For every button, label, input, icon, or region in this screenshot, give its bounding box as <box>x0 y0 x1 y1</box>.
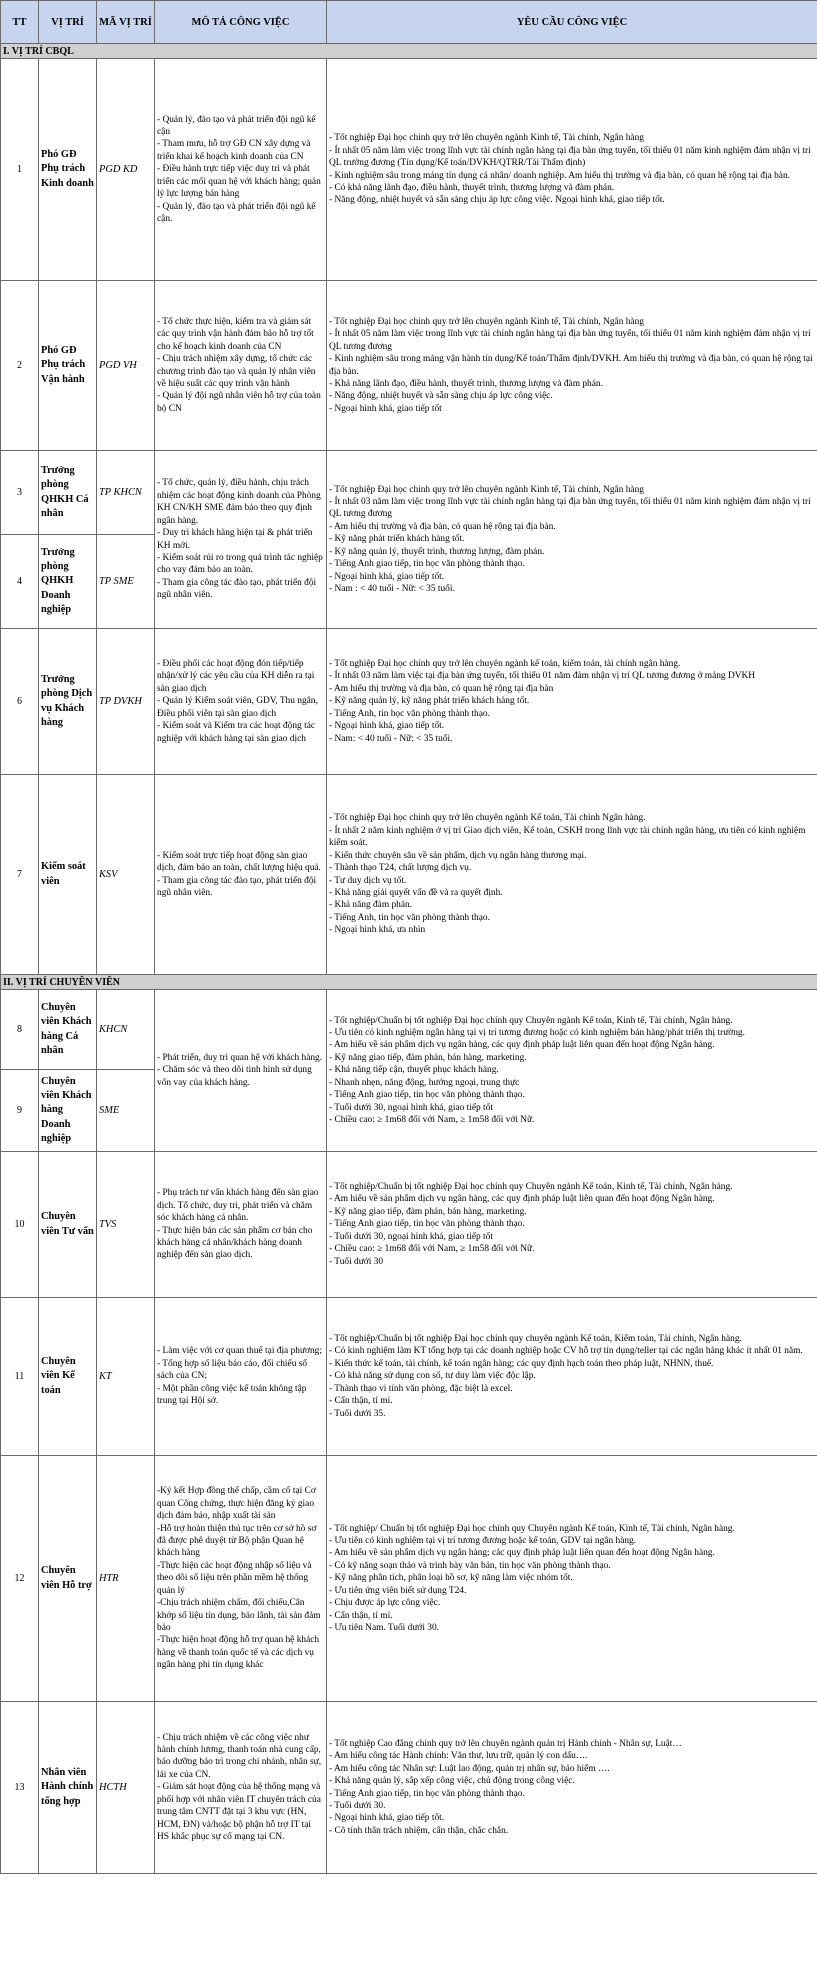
req-line: - Tốt nghiệp/ Chuẩn bị tốt nghiệp Đại học chính quy Chuyên ngành Kế toán, Kinh tế, Tài chính, Ngân hàng. <box>329 1523 735 1534</box>
req-line: - Cẩn thận, tỉ mỉ. <box>329 1610 393 1621</box>
desc-line: - Tham gia công tác đào tạo, phát triển đội ngũ nhân viên. <box>157 577 317 601</box>
req-line: - Khả năng lãnh đạo, điều hành, thuyết trình, thương lượng và đàm phán. <box>329 378 603 389</box>
row-position: Chuyên viên Kế toán <box>39 1298 97 1456</box>
desc-line: - Quản lý Kiểm soát viên, GDV, Thu ngân, Điều phối viên tại sàn giao dịch <box>157 696 318 719</box>
row-position: Trưởng phòng QHKH Doanh nghiệp <box>39 535 97 629</box>
row-description <box>155 281 327 451</box>
desc-line: - Giám sát hoạt động của hệ thống mạng và phối hợp với nhân viên IT chuyên trách của trung tâm CNTT đặt tại 3 khu vực (HN, HCM, ĐN) và/hoặc bộ phận hỗ trợ IT tại HS khắc phục sự cố mạng tại CN. <box>157 1782 321 1842</box>
req-line: - Cẩn thận, tỉ mỉ. <box>329 1396 393 1407</box>
row-position: Trưởng phòng QHKH Cá nhân <box>39 451 97 535</box>
req-line: - Ưu tiên có kinh nghiệm tại vị trí tương đương hoặc kế toán, GDV tại ngân hàng. <box>329 1536 637 1547</box>
req-line: - Khả năng giải quyết vấn đề và ra quyết định. <box>329 887 503 898</box>
header-requirements: YÊU CẦU CÔNG VIỆC <box>327 1 817 44</box>
req-line: - Tốt nghiệp Đại học chính quy trở lên chuyên ngành Kinh tế, Tài chính, Ngân hàng <box>329 316 644 327</box>
req-line: - Có khả năng sử dụng con số, tư duy làm việc độc lập. <box>329 1371 536 1382</box>
req-line: - Thành thạo vi tính văn phòng, đặc biệt là excel. <box>329 1383 513 1394</box>
desc-line: - Phát triển, duy trì quan hệ với khách hàng. <box>157 1052 323 1063</box>
row-position: Chuyên viên Tư vấn <box>39 1152 97 1298</box>
req-line: - Tuổi dưới 30. <box>329 1800 386 1811</box>
desc-line: - Tham mưu, hỗ trợ GĐ CN xây dựng và triển khai kế hoạch kinh doanh của CN <box>157 139 311 162</box>
row-position: Phó GĐ Phụ trách Vận hành <box>39 281 97 451</box>
req-line: - Tư duy dịch vụ tốt. <box>329 875 407 886</box>
section-row <box>1 44 817 59</box>
row-description <box>155 990 327 1152</box>
desc-line: - Quản lý, đào tạo và phát triển đội ngũ kế cận. <box>157 201 316 224</box>
row-tt: 3 <box>1 451 39 535</box>
req-line: - Tiếng Anh, tin học văn phòng thành thạo. <box>329 708 490 719</box>
req-line: - Am hiểu về sản phẩm dịch vụ ngân hàng; các quy định pháp luật liên quan đến hoạt động Ngân hàng. <box>329 1548 715 1559</box>
req-line: - Tiếng Anh giao tiếp, tin học văn phòng thành thạo. <box>329 559 525 570</box>
req-line: - Kỹ năng phát triển khách hàng tốt. <box>329 534 465 545</box>
desc-line: - Tổ chức, quản lý, điều hành, chịu trách nhiệm các hoạt động kinh doanh của Phòng KH CN/KH SME đảm bảo theo quy định ngân hàng. <box>157 478 321 526</box>
desc-line: -Chịu trách nhiệm chấm, đối chiếu,Cân khớp số liệu tín dụng, bảo lãnh, tài sản đảm bảo <box>157 1598 321 1633</box>
desc-line: - Điều hành trực tiếp việc duy trì và phát triển các mối quan hệ với khách hàng; quản lý lực lượng bán hàng <box>157 164 321 200</box>
desc-line: - Phụ trách tư vấn khách hàng đến sàn giao dịch. Tổ chức, duy trì, phát triển và chăm sóc khách hàng cá nhân. <box>157 1188 319 1224</box>
req-line: - Nam : < 40 tuổi - Nữ: < 35 tuổi. <box>329 583 455 594</box>
desc-line: - Kiểm soát trực tiếp hoạt động sàn giao dịch, đảm bảo an toàn, chất lượng hiệu quả. <box>157 850 321 874</box>
req-line: - Tiếng Anh giao tiếp, tin học văn phòng thành thạo. <box>329 1219 525 1230</box>
req-line: - Tuổi dưới 30, ngoại hình khá, giao tiếp tốt <box>329 1231 493 1242</box>
header-description: MÔ TẢ CÔNG VIỆC <box>155 1 327 44</box>
row-requirements <box>327 1456 817 1702</box>
row-requirements <box>327 1702 817 1874</box>
desc-line: - Điều phối các hoạt động đón tiếp/tiếp nhận/xử lý các yêu cầu của KH diễn ra tại sàn giao dịch <box>157 659 315 694</box>
row-tt: 11 <box>1 1298 39 1456</box>
row-description <box>155 451 327 629</box>
req-line: - Nhanh nhẹn, năng động, hướng ngoại, trung thực <box>329 1077 520 1088</box>
desc-line: - Chịu trách nhiệm về các công việc như hành chính lương, thanh toán nhà cung cấp, bảo dưỡng bảo trì trong chi nhánh, nhân sự, lái xe của CN. <box>157 1732 322 1780</box>
req-line: - Ngoại hình khá, giao tiếp tốt. <box>329 571 445 582</box>
req-line: - Tốt nghiệp Đại học chính quy trở lên chuyên ngành Kế toán, Tài chính Ngân hàng. <box>329 813 646 824</box>
req-line: - Am hiểu thị trường và địa bàn, có quan hệ rộng tại địa bàn <box>329 683 554 694</box>
req-line: - Khả năng quản lý, sắp xếp công việc, chủ động trong công việc. <box>329 1776 575 1787</box>
row-position: Chuyên viên Khách hàng Doanh nghiệp <box>39 1070 97 1152</box>
req-line: - Khả năng đàm phán. <box>329 900 413 911</box>
section-row <box>1 975 817 990</box>
row-tt: 4 <box>1 535 39 629</box>
req-line: - Ít nhất 03 năm làm việc trong lĩnh vực tài chính ngân hàng tại địa bàn ứng tuyển, tối thiểu 01 năm kinh nghiệm đảm nhận vị trí QL tương đương <box>329 497 811 520</box>
req-line: - Kỹ năng giao tiếp, đàm phán, bán hàng, marketing. <box>329 1206 527 1217</box>
req-line: - Tiếng Anh, tin học văn phòng thành thạo. <box>329 912 490 923</box>
req-line: - Chiều cao: ≥ 1m68 đối với Nam, ≥ 1m58 đối với Nữ. <box>329 1114 535 1125</box>
section-title: II. VỊ TRÍ CHUYÊN VIÊN <box>1 975 817 990</box>
table-row <box>1 1298 817 1456</box>
desc-line: - Tổ chức thực hiện, kiểm tra và giám sát các quy trình vận hành đảm bảo hỗ trợ tốt cho kế hoạch kinh doanh của CN <box>157 316 314 352</box>
req-line: - Tốt nghiệp Đại học chính quy trở lên chuyên ngành kế toán, kiểm toán, tài chính ngân hàng. <box>329 659 681 670</box>
req-line: - Ngoại hình khá, giao tiếp tốt. <box>329 721 445 732</box>
req-line: - Tốt nghiệp Đại học chính quy trở lên chuyên ngành Kinh tế, Tài chính, Ngân hàng <box>329 133 644 144</box>
req-line: - Tuổi dưới 30, ngoại hình khá, giao tiếp tốt <box>329 1102 493 1113</box>
row-code: KSV <box>97 775 155 975</box>
req-line: - Kiến thức kế toán, tài chính, kế toán ngân hàng; các quy định hạch toán theo pháp luật, NHNN, thuế. <box>329 1358 714 1369</box>
req-line: - Am hiểu thị trường và địa bàn, có quan hệ rộng tại địa bàn. <box>329 521 556 532</box>
req-line: - Ít nhất 03 năm làm việc tại địa bàn ứng tuyển, tối thiểu 01 năm đảm nhận vị trí QL tương đương ở mảng DVKH <box>329 671 756 682</box>
row-requirements <box>327 1298 817 1456</box>
row-requirements <box>327 775 817 975</box>
desc-line: -Thực hiện các hoạt động nhập số liệu và theo dõi số liệu trên phần mềm hệ thống quản lý <box>157 1560 312 1596</box>
req-line: - Ưu tiên ứng viên biết sử dụng T24. <box>329 1585 467 1596</box>
row-requirements <box>327 990 817 1152</box>
row-code: TVS <box>97 1152 155 1298</box>
req-line: - Kỹ năng giao tiếp, đàm phán, bán hàng, marketing. <box>329 1052 527 1063</box>
header-row <box>1 1 817 44</box>
req-line: - Kinh nghiệm sâu trong mảng vận hành tín dụng/Kế toán/Thẩm định/DVKH. Am hiểu thị trường và địa bàn, có quan hệ rộng tại địa bàn. <box>329 354 813 377</box>
req-line: - Có kỹ năng soạn thảo và trình bày văn bản, tin học văn phòng thành thạo. <box>329 1560 611 1571</box>
table-row <box>1 59 817 281</box>
req-line: - Kỹ năng phân tích, phân loại hồ sơ, kỹ năng làm việc nhóm tốt. <box>329 1573 573 1584</box>
row-requirements <box>327 281 817 451</box>
row-position: Phó GĐ Phụ trách Kinh doanh <box>39 59 97 281</box>
desc-line: - Làm việc với cơ quan thuế tại địa phương; <box>157 1346 322 1357</box>
row-tt: 10 <box>1 1152 39 1298</box>
req-line: - Am hiểu về sản phẩm dịch vụ ngân hàng, các quy định pháp luật liên quan đến hoạt động Ngân hàng. <box>329 1040 715 1051</box>
desc-line: - Quản lý, đào tạo và phát triển đội ngũ kế cận <box>157 114 316 138</box>
req-line: - Cô tính thân trách nhiệm, cẩn thận, chắc chắn. <box>329 1825 509 1836</box>
row-code: TP SME <box>97 535 155 629</box>
row-position: Kiểm soát viên <box>39 775 97 975</box>
req-line: - Ngoại hình khá, ưa nhìn <box>329 925 426 936</box>
req-line: - Kiến thức chuyên sâu về sản phẩm, dịch vụ ngân hàng thương mại. <box>329 850 587 861</box>
table-row <box>1 1152 817 1298</box>
req-line: - Tuổi dưới 35. <box>329 1408 386 1419</box>
table-row <box>1 775 817 975</box>
section-title: I. VỊ TRÍ CBQL <box>1 44 817 59</box>
desc-line: -Ký kết Hợp đồng thế chấp, cầm cố tại Cơ quan Công chứng, thực hiện đăng ký giao dịch đảm bảo, nhập xuất tài sản <box>157 1486 316 1522</box>
desc-line: - Kiểm soát rủi ro trong quá trình tác nghiệp cho vay đảm bảo an toàn. <box>157 552 323 576</box>
row-tt: 6 <box>1 629 39 775</box>
table-row <box>1 281 817 451</box>
desc-line: - Quản lý đội ngũ nhân viên hỗ trợ của toàn bộ CN <box>157 391 321 414</box>
req-line: - Tuổi dưới 30 <box>329 1256 384 1267</box>
row-code: PGD KD <box>97 59 155 281</box>
desc-line: - Kiểm soát và Kiểm tra các hoạt động tác nghiệp với khách hàng tại sàn giao dịch <box>157 721 316 744</box>
row-requirements <box>327 59 817 281</box>
row-requirements <box>327 629 817 775</box>
row-tt: 7 <box>1 775 39 975</box>
table-row <box>1 629 817 775</box>
req-line: - Chiều cao: ≥ 1m68 đối với Nam, ≥ 1m58 đối với Nữ. <box>329 1244 535 1255</box>
req-line: - Am hiểu về sản phẩm dịch vụ ngân hàng, các quy định pháp luật liên quan đến hoạt động Ngân hàng. <box>329 1194 715 1205</box>
row-code: HTR <box>97 1456 155 1702</box>
req-line: - Tốt nghiệp/Chuẩn bị tốt nghiệp Đại học chính quy chuyên ngành Kế toán, Kiểm toán, Tài chính, Ngân hàng. <box>329 1334 742 1345</box>
row-description <box>155 1456 327 1702</box>
desc-line: -Hỗ trợ hoàn thiện thủ tục trên cơ sở hồ sơ đã được phê duyệt từ Bộ phận Quan hệ khách hàng <box>157 1523 317 1559</box>
row-description <box>155 1702 327 1874</box>
req-line: - Chịu được áp lực công việc. <box>329 1598 441 1609</box>
req-line: - Ngoại hình khá, giao tiếp tốt. <box>329 1813 445 1824</box>
req-line: - Kỹ năng quản lý, kỹ năng phát triển khách hàng tốt. <box>329 696 530 707</box>
desc-line: - Duy trì khách hàng hiện tại & phát triển KH mới. <box>157 528 313 551</box>
row-position: Trưởng phòng Dịch vụ Khách hàng <box>39 629 97 775</box>
row-requirements <box>327 451 817 629</box>
req-line: - Năng động, nhiệt huyết và sẵn sàng chịu áp lực công việc. Ngoại hình khá, giao tiếp tốt. <box>329 195 665 206</box>
row-code: SME <box>97 1070 155 1152</box>
req-line: - Kỹ năng quản lý, thuyết trình, thương lượng, đàm phán. <box>329 546 545 557</box>
desc-line: - Chịu trách nhiệm xây dựng, tổ chức các chương trình đào tạo và quản lý nhân viên về hiệu suất các quy trình vận hành <box>157 354 316 389</box>
row-tt: 1 <box>1 59 39 281</box>
header-tt: TT <box>1 1 39 44</box>
req-line: - Tốt nghiệp Cao đẳng chính quy trở lên chuyên ngành quản trị Hành chính - Nhân sự, Luật… <box>329 1738 682 1749</box>
row-tt: 2 <box>1 281 39 451</box>
row-code: KT <box>97 1298 155 1456</box>
row-description <box>155 1298 327 1456</box>
row-tt: 8 <box>1 990 39 1070</box>
desc-line: - Tổng hợp số liệu báo cáo, đối chiếu sổ sách của CN; <box>157 1358 308 1382</box>
row-code: KHCN <box>97 990 155 1070</box>
row-code: TP DVKH <box>97 629 155 775</box>
req-line: - Ngoại hình khá, giao tiếp tốt <box>329 403 442 414</box>
row-requirements <box>327 1152 817 1298</box>
req-line: - Năng động, nhiệt huyết và sẵn sàng chịu áp lực công việc. <box>329 391 553 402</box>
req-line: - Kinh nghiệm sâu trong mảng tín dụng cá nhân/ doanh nghiệp. Am hiểu thị trường và địa bàn, có quan hệ rộng tại địa bàn. <box>329 170 790 181</box>
req-line: - Ít nhất 05 năm làm việc trong lĩnh vực tài chính ngân hàng tại địa bàn ứng tuyển, tối thiểu 01 năm kinh nghiệm đảm nhận vị trí QL trưởng đương (Tín dụng/Kế toán/DVKH/QTRR/Tái Thẩm định) <box>329 145 811 169</box>
req-line: - Ít nhất 05 năm làm việc trong lĩnh vực tài chính ngân hàng tại địa bàn ứng tuyển, tối thiểu 01 năm kinh nghiệm đảm nhận vị trí QL tương đương <box>329 329 811 352</box>
desc-line: - Chăm sóc và theo dõi tình hình sử dụng vốn vay của khách hàng. <box>157 1065 312 1088</box>
req-line: - Tiếng Anh giao tiếp, tin học văn phòng thành thạo. <box>329 1788 525 1799</box>
req-line: - Thành thạo T24, chất lượng dịch vụ. <box>329 863 472 874</box>
header-position: VỊ TRÍ <box>39 1 97 44</box>
req-line: - Có kinh nghiệm làm KT tổng hợp tại các doanh nghiệp hoặc CV hỗ trợ tín dụng/teller tại các ngân hàng khác ít nhất 01 năm. <box>329 1346 803 1357</box>
row-position: Chuyên viên Khách hàng Cá nhân <box>39 990 97 1070</box>
table-row <box>1 990 817 1070</box>
table-row <box>1 1702 817 1874</box>
row-tt: 13 <box>1 1702 39 1874</box>
row-code: PGD VH <box>97 281 155 451</box>
req-line: - Ưu tiên Nam. Tuổi dưới 30. <box>329 1622 440 1633</box>
req-line: - Tốt nghiệp Đại học chính quy trở lên chuyên ngành Kinh tế, Tài chính, Ngân hàng <box>329 484 644 495</box>
req-line: - Khả năng tiếp cận, thuyết phục khách hàng. <box>329 1065 499 1076</box>
req-line: - Có khả năng lãnh đạo, điều hành, thuyết trình, thương lượng và đàm phán. <box>329 182 615 193</box>
row-position: Nhân viên Hành chính tổng hợp <box>39 1702 97 1874</box>
table-row <box>1 1456 817 1702</box>
row-description <box>155 629 327 775</box>
row-tt: 12 <box>1 1456 39 1702</box>
req-line: - Tốt nghiệp/Chuẩn bị tốt nghiệp Đại học chính quy Chuyên ngành Kế toán, Kinh tế, Tài chính, Ngân hàng. <box>329 1182 733 1193</box>
table-row <box>1 451 817 535</box>
desc-line: -Thực hiện hoạt động hỗ trợ quan hệ khách hàng về thanh toán quốc tế và các dịch vụ ngân hàng phi tín dụng khác <box>157 1635 320 1671</box>
req-line: - Tiếng Anh giao tiếp, tin học văn phòng thành thạo. <box>329 1090 525 1101</box>
req-line: - Am hiểu công tác Hành chính: Văn thư, lưu trữ, quản lý con dấu…. <box>329 1751 588 1762</box>
desc-line: - Thực hiện bán các sản phẩm cơ bản cho khách hàng cá nhân/khách hàng doanh nghiệp đến sàn giao dịch. <box>157 1225 313 1261</box>
req-line: - Tốt nghiệp/Chuẩn bị tốt nghiệp Đại học chính quy Chuyên ngành Kế toán, Kinh tế, Tài chính, Ngân hàng. <box>329 1015 733 1026</box>
row-description <box>155 775 327 975</box>
req-line: - Nam: < 40 tuổi - Nữ: < 35 tuổi. <box>329 733 453 744</box>
header-code: MÃ VỊ TRÍ <box>97 1 155 44</box>
req-line: - Am hiểu công tác Nhân sự: Luật lao động, quản trị nhân sự, bảo hiểm …. <box>329 1763 610 1774</box>
row-description <box>155 1152 327 1298</box>
req-line: - Ưu tiên có kinh nghiệm ngân hàng tại vị trí tương đương hoặc có kinh nghiệm bán hàng/phát triển thị trường. <box>329 1028 745 1039</box>
req-line: - Ít nhất 2 năm kinh nghiệm ở vị trí Giao dịch viên, Kế toán, CSKH trong lĩnh vực tài chính ngân hàng, ưu tiên có kinh nghiệm kiểm soát. <box>329 825 806 849</box>
row-position: Chuyên viên Hỗ trợ <box>39 1456 97 1702</box>
row-description <box>155 59 327 281</box>
desc-line: - Tham gia công tác đào tạo, phát triển đội ngũ nhân viên. <box>157 875 317 898</box>
row-code: TP KHCN <box>97 451 155 535</box>
row-code: HCTH <box>97 1702 155 1874</box>
desc-line: - Một phần công việc kế toán không tập trung tại Hội sở. <box>157 1383 307 1407</box>
row-tt: 9 <box>1 1070 39 1152</box>
